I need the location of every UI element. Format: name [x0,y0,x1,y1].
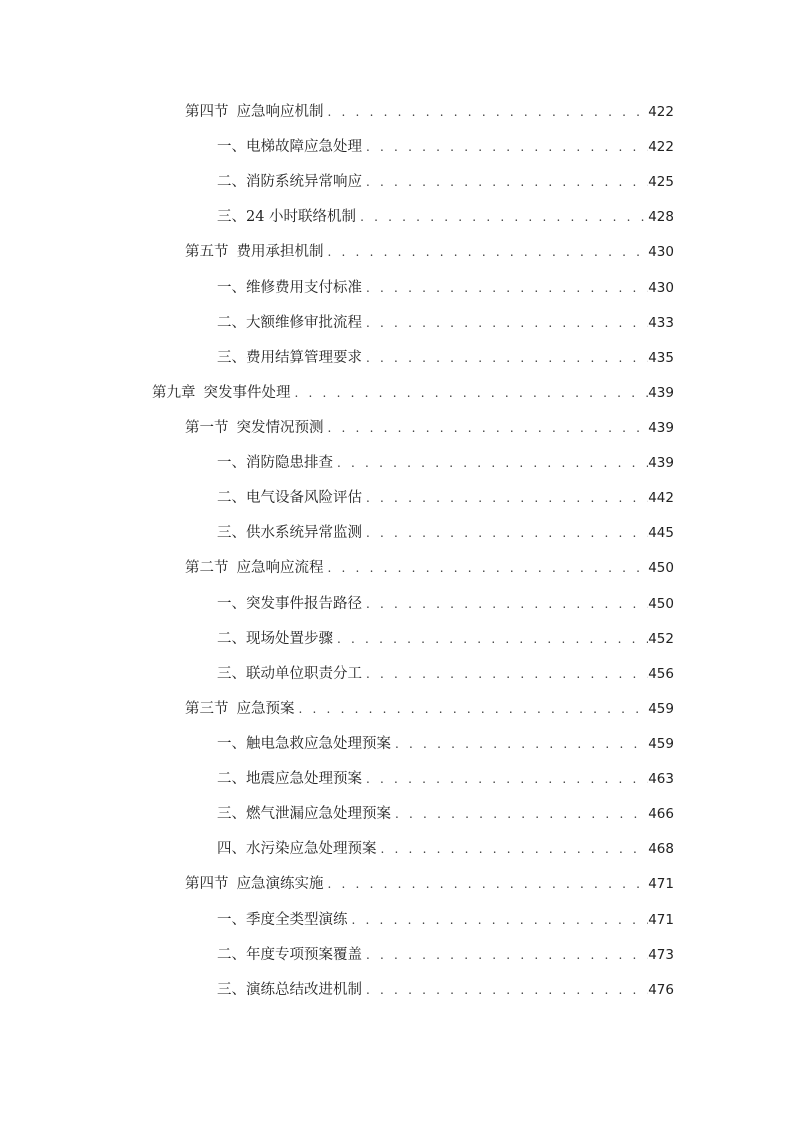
toc-entry-line [217,946,674,964]
toc-entry-line [185,875,674,893]
toc-entry-page-number: 476 [648,981,674,998]
toc-entry-page-number: 471 [648,911,674,928]
toc-entry-number: 四、 [217,841,246,858]
toc-entry-line [185,700,674,718]
toc-item-entry[interactable] [0,972,793,1007]
toc-entry-number: 第四节 [185,104,229,120]
toc-entry-title: 水污染应急处理预案 [246,841,377,858]
toc-entry-line [185,103,674,121]
dot-leader [324,103,649,121]
toc-entry-number: 二、 [217,490,246,507]
toc-entry-line [217,981,674,999]
dot-leader [333,454,648,472]
toc-section-entry[interactable] [0,866,793,901]
toc-entry-line [217,770,674,788]
toc-entry-title: 大额维修审批流程 [246,314,362,331]
toc-entry-line [217,595,674,613]
toc-entry-line [217,279,674,297]
toc-entry-title: 电梯故障应急处理 [246,139,362,156]
toc-entry-line [185,559,674,577]
toc-entry-number: 三、 [217,525,246,542]
toc-entry-page-number: 471 [648,876,674,893]
toc-item-entry[interactable] [0,515,793,550]
dot-leader [324,419,649,437]
toc-entry-page-number: 422 [648,104,674,120]
toc-entry-number: 第五节 [185,244,229,261]
toc-entry-line [217,524,674,542]
toc-item-entry[interactable] [0,270,793,305]
toc-entry-title: 燃气泄漏应急处理预案 [246,806,391,823]
toc-entry-page-number: 452 [648,630,674,647]
toc-entry-page-number: 422 [648,139,674,156]
toc-entry-line [217,665,674,683]
dot-leader [295,700,649,718]
toc-entry-line [217,630,674,648]
toc-section-entry[interactable] [0,691,793,726]
toc-item-entry[interactable] [0,445,793,480]
toc-entry-title: 年度专项预案覆盖 [246,946,362,963]
toc-section-entry[interactable] [0,550,793,585]
toc-entry-number: 一、 [217,911,246,928]
toc-entry-line [185,243,674,261]
dot-leader [348,911,649,929]
dot-leader [391,735,648,753]
toc-item-entry[interactable] [0,761,793,796]
toc-entry-page-number: 466 [648,806,674,823]
toc-entry-number: 二、 [217,314,246,331]
dot-leader [362,173,648,191]
toc-entry-line [217,349,674,367]
toc-entry-title: 联动单位职责分工 [246,665,362,682]
toc-entry-page-number: 473 [648,946,674,963]
toc-entry-page-number: 439 [648,455,674,472]
toc-entry-page-number: 430 [648,244,674,261]
toc-entry-page-number: 459 [648,735,674,752]
dot-leader [324,875,649,893]
toc-entry-number: 第一节 [185,419,229,436]
dot-leader [333,630,648,648]
toc-entry-title: 应急响应流程 [236,560,324,577]
toc-entry-title: 应急响应机制 [236,104,324,120]
toc-item-entry[interactable] [0,480,793,515]
toc-entry-page-number: 439 [648,384,674,401]
toc-entry-number: 三、 [217,209,246,226]
toc-section-entry[interactable] [0,410,793,445]
toc-item-entry[interactable] [0,621,793,656]
toc-entry-title: 消防系统异常响应 [246,174,362,191]
toc-entry-number: 二、 [217,630,246,647]
toc-entry-number: 一、 [217,139,246,156]
toc-entry-page-number: 445 [648,525,674,542]
toc-entry-page-number: 430 [648,279,674,296]
toc-entry-title: 应急演练实施 [236,876,324,893]
toc-section-entry[interactable] [0,234,793,269]
toc-item-entry[interactable] [0,726,793,761]
toc-entry-number: 一、 [217,455,246,472]
toc-entry-title: 消防隐患排查 [246,455,333,472]
toc-entry-line [217,454,674,472]
toc-entry-title: 费用结算管理要求 [246,349,362,366]
toc-entry-page-number: 468 [648,841,674,858]
toc-entry-title: 演练总结改进机制 [246,981,362,998]
toc-entry-page-number: 433 [648,314,674,331]
toc-entry-title: 现场处置步骤 [246,630,333,647]
dot-leader [391,805,648,823]
dot-leader [291,384,649,402]
toc-entry-page-number: 439 [648,419,674,436]
toc-entry-number: 第四节 [185,876,229,893]
toc-entry-number: 第三节 [185,700,229,717]
dot-leader [324,559,649,577]
toc-entry-page-number: 425 [648,174,674,191]
toc-section-entry[interactable] [0,94,793,129]
dot-leader [377,840,649,858]
toc-entry-number: 一、 [217,595,246,612]
toc-item-entry[interactable] [0,129,793,164]
toc-entry-line [217,840,674,858]
toc-entry-page-number: 450 [648,595,674,612]
dot-leader [362,946,648,964]
toc-entry-line [185,419,674,437]
toc-item-entry[interactable] [0,656,793,691]
toc-entry-page-number: 456 [648,665,674,682]
toc-entry-line [217,489,674,507]
toc-entry-line [217,911,674,929]
toc-entry-title: 应急预案 [236,700,295,717]
toc-entry-line [217,173,674,191]
toc-entry-page-number: 428 [648,209,674,226]
toc-item-entry[interactable] [0,937,793,972]
toc-item-entry[interactable] [0,902,793,937]
toc-entry-number: 二、 [217,174,246,191]
toc-item-entry[interactable] [0,340,793,375]
toc-entry-title: 触电急救应急处理预案 [246,735,391,752]
toc-entry-number: 一、 [217,735,246,752]
toc-entry-title: 突发事件报告路径 [246,595,362,612]
toc-entry-number: 二、 [217,946,246,963]
toc-entry-number: 三、 [217,349,246,366]
dot-leader [362,524,648,542]
toc-entry-title: 24 小时联络机制 [246,209,357,226]
toc-entry-page-number: 450 [648,560,674,577]
toc-item-entry[interactable] [0,831,793,866]
toc-chapter-entry[interactable] [0,375,793,410]
toc-entry-title: 维修费用支付标准 [246,279,362,296]
toc-entry-line [217,314,674,332]
toc-entry-number: 二、 [217,771,246,788]
dot-leader [362,314,648,332]
table-of-contents [0,94,793,1007]
toc-entry-line [217,138,674,156]
dot-leader [362,489,648,507]
toc-entry-title: 供水系统异常监测 [246,525,362,542]
toc-entry-number: 第九章 [152,384,196,401]
toc-entry-number: 三、 [217,665,246,682]
toc-item-entry[interactable] [0,796,793,831]
toc-entry-title: 突发事件处理 [203,384,291,401]
dot-leader [362,595,648,613]
dot-leader [362,981,648,999]
toc-item-entry[interactable] [0,199,793,234]
toc-entry-page-number: 459 [648,700,674,717]
toc-entry-line [217,735,674,753]
toc-entry-title: 突发情况预测 [236,419,324,436]
dot-leader [362,770,648,788]
toc-item-entry[interactable] [0,164,793,199]
toc-entry-number: 三、 [217,981,246,998]
dot-leader [356,208,648,226]
dot-leader [324,243,649,261]
toc-entry-page-number: 435 [648,349,674,366]
dot-leader [362,138,648,156]
toc-entry-line [217,805,674,823]
toc-entry-line [152,384,674,402]
toc-entry-title: 费用承担机制 [236,244,324,261]
toc-entry-page-number: 463 [648,771,674,788]
toc-entry-number: 一、 [217,279,246,296]
toc-entry-line [217,208,674,226]
toc-item-entry[interactable] [0,586,793,621]
toc-entry-number: 第二节 [185,560,229,577]
toc-entry-page-number: 442 [648,490,674,507]
toc-entry-number: 三、 [217,806,246,823]
toc-entry-title: 电气设备风险评估 [246,490,362,507]
dot-leader [362,665,648,683]
dot-leader [362,349,648,367]
dot-leader [362,279,648,297]
toc-item-entry[interactable] [0,305,793,340]
toc-entry-title: 地震应急处理预案 [246,771,362,788]
toc-entry-title: 季度全类型演练 [246,911,348,928]
